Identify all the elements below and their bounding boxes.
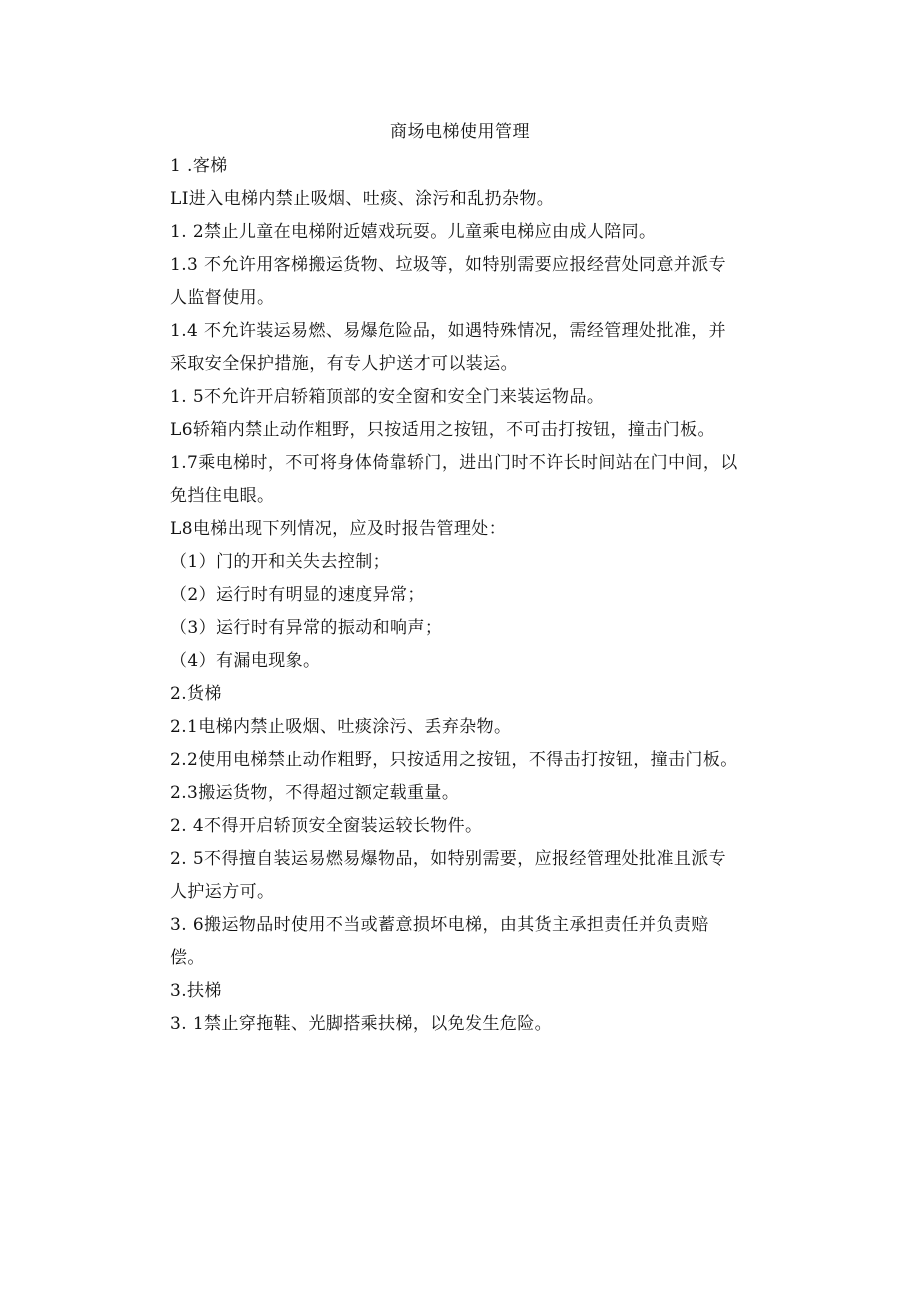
- text-line: （3）运行时有异常的振动和响声；: [170, 618, 443, 638]
- text-line: 1. 2禁止儿童在电梯附近嬉戏玩耍。儿童乘电梯应由成人陪同。: [170, 222, 657, 242]
- document-body: [170, 150, 782, 1041]
- text-line: 3. 6搬运物品时使用不当或蓄意损坏电梯，由其货主承担责任并负责赔: [170, 915, 709, 935]
- text-line: 1.3 不允许用客梯搬运货物、垃圾等，如特别需要应报经营处同意并派专: [170, 255, 727, 275]
- text-line: 1 .客梯: [170, 156, 228, 176]
- text-line: 1. 5不允许开启轿箱顶部的安全窗和安全门来装运物品。: [170, 387, 605, 407]
- text-line: L6轿箱内禁止动作粗野，只按适用之按钮，不可击打按钮，撞击门板。: [170, 420, 715, 440]
- text-line: 1.7乘电梯时，不可将身体倚靠轿门，进出门时不许长时间站在门中间，以: [170, 453, 738, 473]
- text-line: 2.1电梯内禁止吸烟、吐痰涂污、丢弃杂物。: [170, 717, 512, 737]
- text-line: 2.2使用电梯禁止动作粗野，只按适用之按钮，不得击打按钮，撞击门板。: [170, 750, 738, 770]
- text-line: 人护运方可。: [170, 882, 275, 902]
- text-line: 免挡住电眼。: [170, 486, 275, 506]
- text-line: 2.3搬运货物，不得超过额定载重量。: [170, 783, 460, 803]
- text-line: 1.4 不允许装运易燃、易爆危险品，如遇特殊情况，需经管理处批准，并: [170, 321, 727, 341]
- text-line: 2.货梯: [170, 684, 222, 704]
- text-line: LI进入电梯内禁止吸烟、吐痰、涂污和乱扔杂物。: [170, 189, 555, 209]
- text-line: （2）运行时有明显的速度异常；: [170, 585, 425, 605]
- text-line: 2. 4不得开启轿顶安全窗装运较长物件。: [170, 816, 483, 836]
- text-line: 3.扶梯: [170, 981, 222, 1001]
- text-line: 采取安全保护措施，有专人护送才可以装运。: [170, 354, 518, 374]
- text-line: 偿。: [170, 948, 205, 968]
- text-line: 3. 1禁止穿拖鞋、光脚搭乘扶梯，以免发生危险。: [170, 1014, 553, 1034]
- text-line: （4）有漏电现象。: [170, 651, 321, 671]
- document-title: 商场电梯使用管理: [390, 122, 530, 142]
- text-line: 人监督使用。: [170, 288, 275, 308]
- text-line: L8电梯出现下列情况，应及时报告管理处：: [170, 519, 507, 539]
- text-line: （1）门的开和关失去控制；: [170, 552, 391, 572]
- text-line: 2. 5不得擅自装运易燃易爆物品，如特别需要，应报经管理处批准且派专: [170, 849, 727, 869]
